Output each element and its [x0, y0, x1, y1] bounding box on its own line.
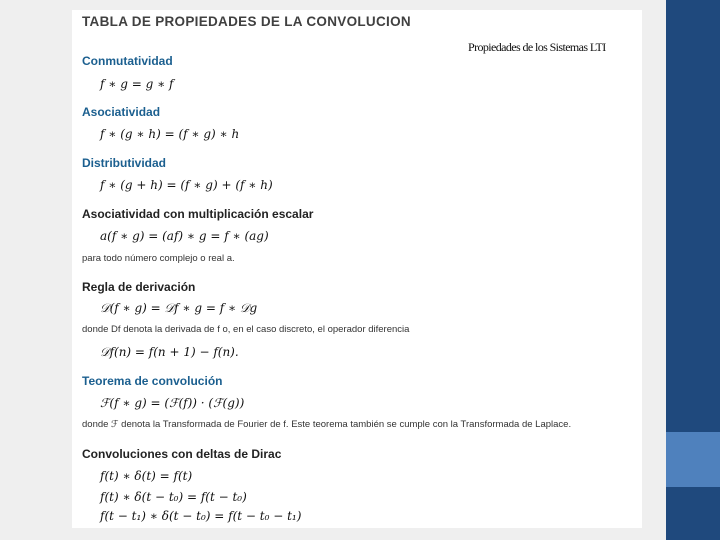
note-scalar-associativity: para todo número complejo o real a. [82, 253, 235, 264]
note-convolution-theorem: donde ℱ denota la Transformada de Fourier de f. Este teorema también se cumple con la Transformada de Laplace. [82, 419, 572, 430]
formula-distributivity: f ∗ (g + h) = (f ∗ g) + (f ∗ h) [100, 178, 273, 192]
formula-convolution-theorem: ℱ(f ∗ g) = (ℱ(f)) · (ℱ(g)) [100, 396, 245, 410]
formula-commutativity: f ∗ g = g ∗ f [100, 77, 174, 91]
formula-dirac-3: f(t − t₁) ∗ δ(t − t₀) = f(t − t₀ − t₁) [100, 509, 302, 523]
formula-associativity: f ∗ (g ∗ h) = (f ∗ g) ∗ h [100, 127, 240, 141]
heading-commutativity: Conmutatividad [82, 54, 173, 68]
heading-associativity: Asociatividad [82, 105, 161, 119]
heading-derivation-rule: Regla de derivación [82, 280, 196, 294]
heading-scalar-associativity: Asociatividad con multiplicación escalar [82, 207, 314, 221]
formula-scalar-associativity: a(f ∗ g) = (af) ∗ g = f ∗ (ag) [100, 229, 269, 243]
corner-label: Propiedades de los Sistemas LTI [468, 40, 606, 54]
right-accent-block [666, 432, 720, 487]
heading-convolution-theorem: Teorema de convolución [82, 374, 223, 388]
formula-dirac-1: f(t) ∗ δ(t) = f(t) [100, 469, 193, 483]
note-derivation-rule: donde Df denota la derivada de f o, en el caso discreto, el operador diferencia [82, 324, 410, 335]
formula-dirac-2: f(t) ∗ δ(t − t₀) = f(t − t₀) [100, 490, 247, 504]
heading-dirac-convolutions: Convoluciones con deltas de Dirac [82, 447, 282, 461]
formula-difference-operator: 𝒟f(n) = f(n + 1) − f(n). [100, 345, 239, 359]
formula-derivation-rule: 𝒟(f ∗ g) = 𝒟f ∗ g = f ∗ 𝒟g [100, 301, 258, 315]
heading-distributivity: Distributividad [82, 156, 167, 170]
page-title: TABLA DE PROPIEDADES DE LA CONVOLUCION [82, 14, 411, 29]
